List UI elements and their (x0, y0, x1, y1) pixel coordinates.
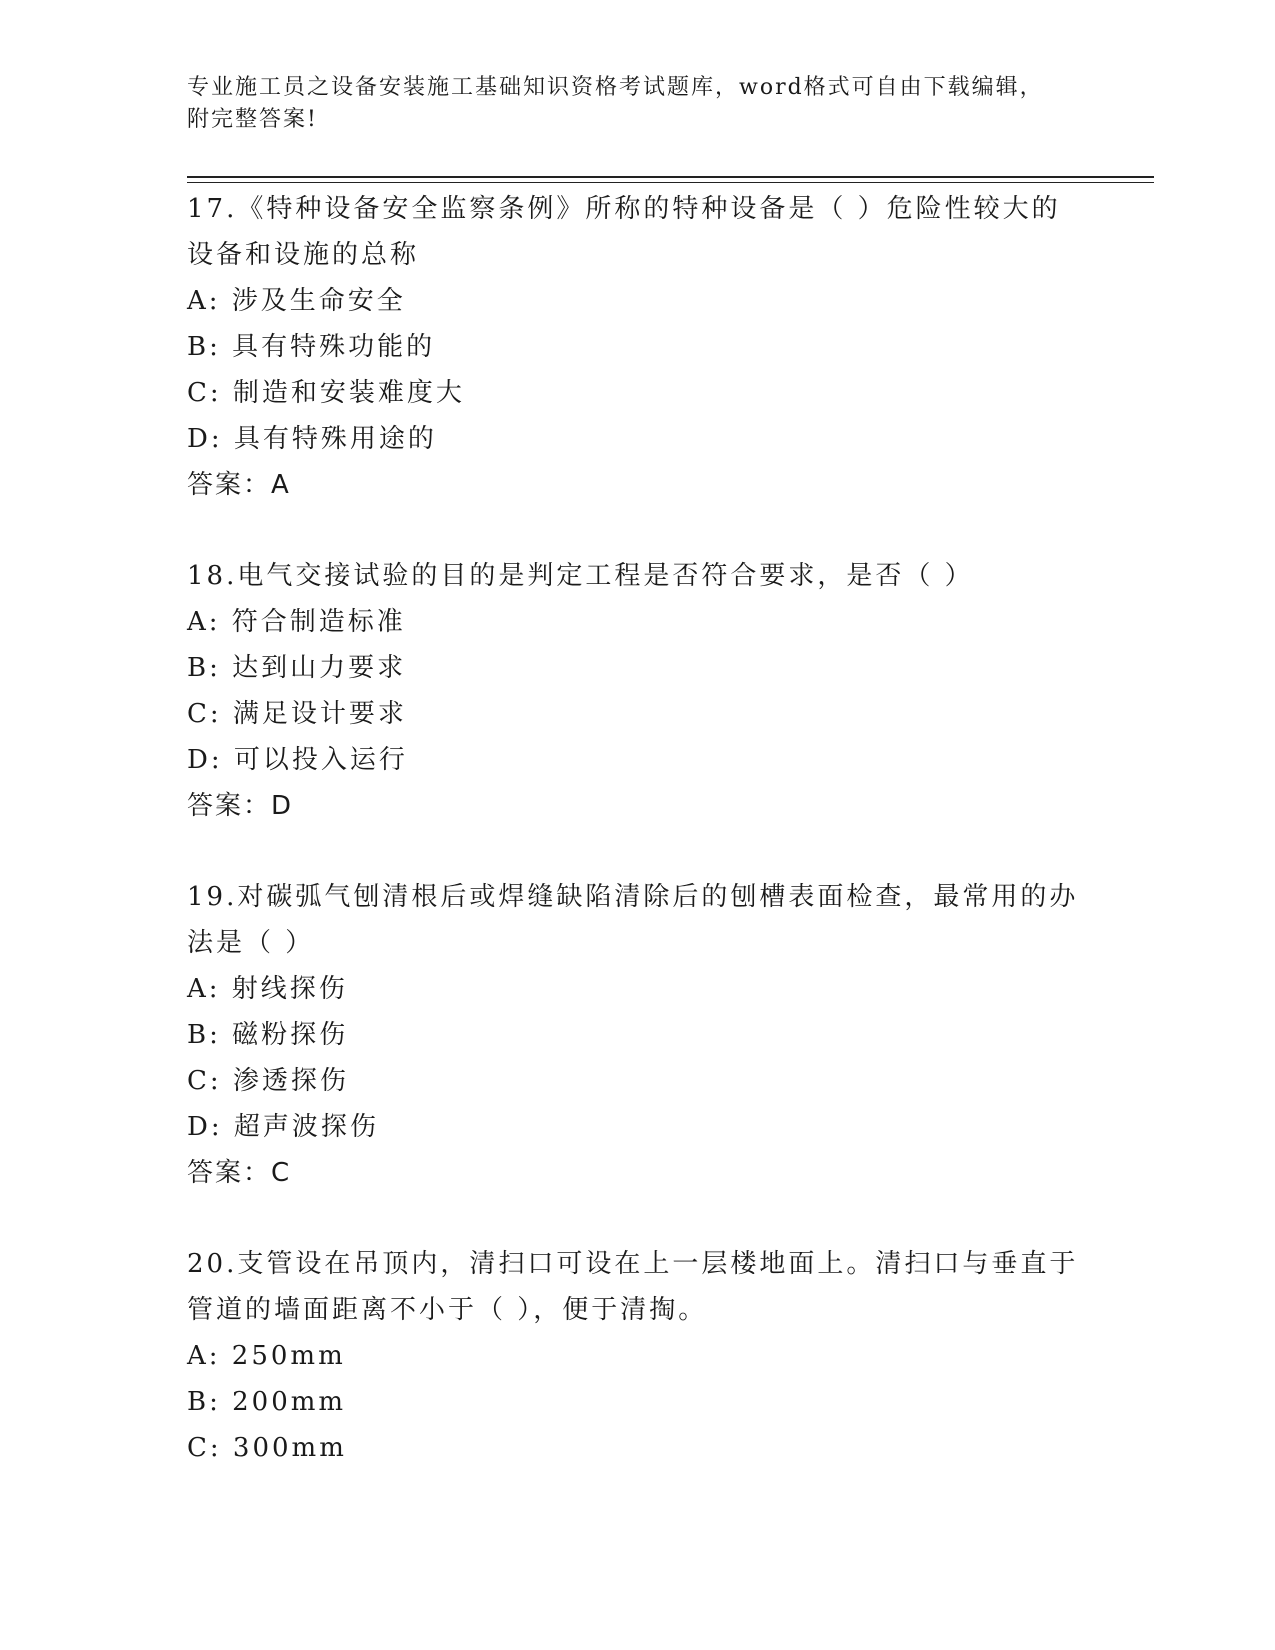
option-d: D: 可以投入运行 (187, 745, 408, 775)
option-c: C: 制造和安装难度大 (187, 378, 465, 408)
header-line-2: 附完整答案! (187, 107, 318, 132)
question-text-line: 19.对碳弧气刨清根后或焊缝缺陷清除后的刨槽表面检查，最常用的办 (187, 882, 1079, 912)
question-text-line: 法是（ ） (187, 928, 315, 958)
option-b: B: 达到山力要求 (187, 653, 407, 683)
answer: 答案：D (187, 791, 294, 821)
option-a: A: 涉及生命安全 (187, 286, 406, 316)
option-c: C: 满足设计要求 (187, 699, 407, 729)
answer: 答案：C (187, 1158, 292, 1188)
question-18 (187, 553, 1087, 829)
option-d: D: 具有特殊用途的 (187, 424, 437, 454)
answer: 答案：A (187, 470, 291, 500)
document-header (187, 72, 1087, 136)
option-d: D: 超声波探伤 (187, 1112, 379, 1142)
question-text-line: 设备和设施的总称 (187, 240, 420, 270)
option-b: B: 200mm (187, 1387, 347, 1417)
option-a: A: 符合制造标准 (187, 607, 406, 637)
option-c: C: 渗透探伤 (187, 1066, 349, 1096)
option-b: B: 具有特殊功能的 (187, 332, 436, 362)
option-c: C: 300mm (187, 1433, 347, 1463)
question-17 (187, 186, 1087, 508)
option-a: A: 250mm (187, 1341, 346, 1371)
question-text-line: 17.《特种设备安全监察条例》所称的特种设备是（ ）危险性较大的 (187, 194, 1061, 224)
question-text-line: 20.支管设在吊顶内，清扫口可设在上一层楼地面上。清扫口与垂直于 (187, 1249, 1079, 1279)
option-b: B: 磁粉探伤 (187, 1020, 349, 1050)
question-text-line: 管道的墙面距离不小于（ ），便于清掏。 (187, 1295, 708, 1325)
header-rule-thick (187, 176, 1154, 178)
question-20 (187, 1241, 1087, 1471)
question-19 (187, 874, 1087, 1196)
header-rule-thin (187, 182, 1154, 183)
option-a: A: 射线探伤 (187, 974, 348, 1004)
question-list (187, 186, 1087, 1516)
question-text-line: 18.电气交接试验的目的是判定工程是否符合要求，是否（ ） (187, 561, 974, 591)
header-line-1: 专业施工员之设备安装施工基础知识资格考试题库，word格式可自由下载编辑， (187, 75, 1044, 100)
